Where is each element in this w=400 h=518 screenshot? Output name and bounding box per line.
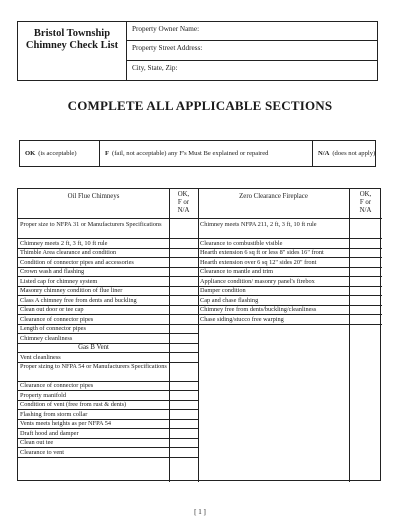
left-status-header: OK, F or N/A [177,191,190,214]
legend-ok [20,141,100,166]
gas-b-vent-status-cell[interactable] [170,438,198,447]
oil-flue-status-cell[interactable] [170,305,198,314]
fireplace-status-cell[interactable] [350,276,381,285]
fireplace-status-cell[interactable] [350,314,381,323]
fireplace-status-cell[interactable] [350,248,381,257]
checklist-title-box [17,21,127,81]
oil-flue-status-cell[interactable] [170,276,198,285]
oil-flue-status-cell[interactable] [170,219,198,237]
checklist-name: Chimney Check List [25,40,119,51]
street-address-label: Property Street Address: [132,44,203,52]
oil-flue-status-cell[interactable] [170,257,198,266]
right-status-header: OK, F or N/A [359,191,372,214]
legend-na-code: N/A [318,150,330,157]
gas-b-vent-item: Clearance to vent [20,448,65,456]
right-section-header: Zero Clearance Fireplace [239,193,308,200]
oil-flue-item: Listed cap for chimney system [20,277,98,285]
oil-flue-status-cell[interactable] [170,286,198,295]
fireplace-item: Clearance to combustible visible [200,239,283,247]
fireplace-item: Chimney meets NFPA 211, 2 ft, 3 ft, 10 ft rule [200,220,317,228]
fireplace-status-cell[interactable] [350,295,381,304]
header-divider [18,218,382,219]
page-title: COMPLETE ALL APPLICABLE SECTIONS [67,98,333,113]
fireplace-item: Chimney free from dents/buckling/cleanliness [200,306,317,313]
oil-flue-status-cell[interactable] [170,248,198,257]
gas-b-vent-status-cell[interactable] [170,381,198,390]
gas-b-vent-status-cell[interactable] [170,447,198,456]
oil-flue-item: Chimney meets 2 ft, 3 ft, 10 ft rule [20,239,108,247]
gas-b-vent-status-cell[interactable] [170,419,198,428]
oil-flue-item: Thimble Area clearance and condition [20,249,117,256]
oil-flue-item: Condition of connector pipes and accessories [20,258,134,266]
fireplace-item: Hearth extension 6 sq ft or less 8" sides 16" front [200,249,324,256]
left-section-header: Oil Flue Chimneys [67,193,120,200]
oil-flue-status-cell[interactable] [170,267,198,276]
oil-flue-item: Clean out door or tee cap [20,306,84,313]
org-name: Bristol Township [33,28,111,39]
city-state-zip-field[interactable] [127,61,377,80]
oil-flue-item: Crown wash and flashing [20,268,85,275]
gas-b-vent-status-cell[interactable] [170,409,198,418]
fireplace-status-cell[interactable] [350,267,381,276]
oil-flue-status-cell[interactable] [170,324,198,333]
fireplace-item: Appliance condition/ masonry panel's firebox [200,277,315,285]
oil-flue-status-cell[interactable] [170,295,198,304]
fireplace-item: Chase siding/stucco free warping [200,315,284,323]
gas-b-vent-item: Draft hood and damper [20,429,79,437]
fireplace-item: Hearth extension over 6 sq 12" sides 20" front [200,258,317,266]
fireplace-status-cell[interactable] [350,238,381,247]
checklist-table [17,188,381,481]
oil-flue-item: Clearance of connector pipes [20,315,94,323]
oil-flue-status-cell[interactable] [170,314,198,323]
gas-b-vent-status-cell[interactable] [170,362,198,380]
fireplace-item: Cap and chase flashing [200,296,259,304]
fireplace-item: Damper condition [200,287,246,294]
fireplace-status-cell[interactable] [350,305,381,314]
gas-b-vent-header: Gas B Vent [78,344,109,351]
page-number-value: 1 [198,508,202,516]
gas-b-vent-item: Vent cleanliness [20,353,61,361]
oil-flue-item: Class A chimney free from dents and buckling [20,296,137,304]
gas-b-vent-item: Flashing from storm collar [20,410,88,418]
row-divider [198,324,382,325]
owner-name-field[interactable] [127,22,377,41]
gas-b-vent-item: Vents meets heights as per NFPA 54 [20,420,112,427]
oil-flue-item: Length of connector pipes [20,325,86,332]
oil-flue-status-cell[interactable] [170,333,198,342]
fireplace-item: Clearance to mantle and trim [200,268,274,275]
city-state-zip-label: City, State, Zip: [132,64,178,72]
gas-b-vent-item: Clean out tee [20,439,54,446]
street-address-field[interactable] [127,41,377,61]
fireplace-status-cell[interactable] [350,219,381,237]
gas-b-vent-status-cell[interactable] [170,390,198,399]
gas-b-vent-item: Proper sizing to NFPA 54 or Manufacturers Specifications [20,363,167,370]
legend-na-text: (does not apply) [332,150,376,157]
property-info-box [126,21,378,81]
row-divider [18,457,198,458]
legend-f-text: (fail, not acceptable) any F's Must Be explained or repaired [112,150,269,157]
oil-flue-status-cell[interactable] [170,238,198,247]
center-divider [198,189,199,482]
gas-b-vent-status-cell[interactable] [170,400,198,409]
gas-b-vent-item: Clearance of connector pipes [20,382,94,389]
status-legend [19,140,376,167]
oil-flue-item: Proper size to NFPA 31 or Manufacturers Specifications [20,220,162,228]
gas-b-vent-item: Property manifold [20,391,66,399]
gas-b-vent-item: Condition of vent (free from rust & dents) [20,401,127,408]
legend-na [313,141,377,166]
legend-fail [100,141,313,166]
owner-name-label: Property Owner Name: [132,25,200,33]
legend-f-code: F [105,150,110,157]
fireplace-status-cell[interactable] [350,286,381,295]
fireplace-status-cell[interactable] [350,257,381,266]
legend-ok-code: OK [25,150,36,157]
page-number: [ 1 ] [194,508,206,516]
gas-b-vent-status-cell[interactable] [170,428,198,437]
legend-ok-text: (is acceptable) [38,150,77,157]
gas-b-vent-status-cell[interactable] [170,352,198,361]
oil-flue-item: Masonry chimney condition of flue liner [20,287,123,294]
oil-flue-item: Chimney cleanliness [20,334,73,342]
